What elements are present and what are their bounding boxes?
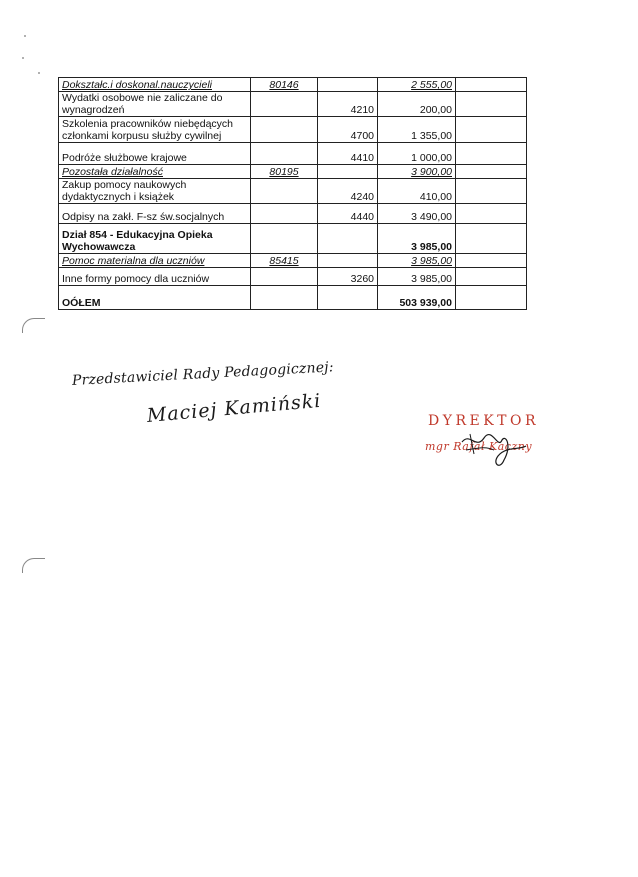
- row-section: 85415: [251, 254, 318, 268]
- table-row: [59, 268, 527, 286]
- row-paragraph: 4410: [318, 143, 378, 165]
- row-paragraph: [318, 286, 378, 310]
- table-row: [59, 224, 527, 254]
- row-section: [251, 224, 318, 254]
- row-paragraph: 4210: [318, 92, 378, 117]
- row-section: [251, 117, 318, 143]
- row-paragraph: [318, 165, 378, 179]
- row-paragraph: [318, 254, 378, 268]
- table-row: [59, 165, 527, 179]
- row-name: Podróże służbowe krajowe: [59, 143, 251, 165]
- row-section: [251, 268, 318, 286]
- row-blank: [456, 286, 527, 310]
- row-blank: [456, 268, 527, 286]
- row-amount: 2 555,00: [378, 78, 456, 92]
- row-section: [251, 179, 318, 204]
- row-amount: 200,00: [378, 92, 456, 117]
- director-stamp-title: DYREKTOR: [428, 413, 540, 429]
- row-amount: 410,00: [378, 179, 456, 204]
- row-blank: [456, 143, 527, 165]
- row-section: 80146: [251, 78, 318, 92]
- row-paragraph: [318, 224, 378, 254]
- row-amount: 3 490,00: [378, 204, 456, 224]
- budget-table: [58, 77, 527, 310]
- row-name: Wydatki osobowe nie zaliczane do wynagrodzeń: [59, 92, 251, 117]
- row-name: Odpisy na zakł. F-sz św.socjalnych: [59, 204, 251, 224]
- row-amount: 3 985,00: [378, 224, 456, 254]
- row-name: Zakup pomocy naukowych dydaktycznych i książek: [59, 179, 251, 204]
- row-name: Dokształc.i doskonal.nauczycieli: [59, 78, 251, 92]
- row-name: Inne formy pomocy dla uczniów: [59, 268, 251, 286]
- table-row: [59, 179, 527, 204]
- row-amount: 1 000,00: [378, 143, 456, 165]
- row-amount: 3 985,00: [378, 254, 456, 268]
- table-row: [59, 204, 527, 224]
- table-row: [59, 254, 527, 268]
- row-section: [251, 92, 318, 117]
- row-section: [251, 204, 318, 224]
- scan-speck: [22, 57, 24, 59]
- representative-signature: Maciej Kamiński: [146, 389, 323, 427]
- table-row: [59, 286, 527, 310]
- director-signature-icon: [440, 420, 530, 480]
- row-paragraph: 3260: [318, 268, 378, 286]
- row-section: 80195: [251, 165, 318, 179]
- row-amount: 3 900,00: [378, 165, 456, 179]
- row-amount: 1 355,00: [378, 117, 456, 143]
- table-row: [59, 143, 527, 165]
- row-name: OÓŁEM: [59, 286, 251, 310]
- row-amount: 3 985,00: [378, 268, 456, 286]
- row-section: [251, 286, 318, 310]
- representative-title: Przedstawiciel Rady Pedagogicznej:: [71, 359, 335, 389]
- row-paragraph: 4240: [318, 179, 378, 204]
- scan-speck: [24, 35, 26, 37]
- row-paragraph: 4700: [318, 117, 378, 143]
- row-blank: [456, 78, 527, 92]
- row-blank: [456, 92, 527, 117]
- punch-hole-mark: [22, 558, 45, 573]
- scan-speck: [38, 72, 40, 74]
- table-row: [59, 117, 527, 143]
- row-amount: 503 939,00: [378, 286, 456, 310]
- row-name: Pozostała działalność: [59, 165, 251, 179]
- row-paragraph: 4440: [318, 204, 378, 224]
- table-row: [59, 92, 527, 117]
- row-blank: [456, 117, 527, 143]
- row-name: Dział 854 - Edukacyjna Opieka Wychowawcza: [59, 224, 251, 254]
- row-paragraph: [318, 78, 378, 92]
- row-blank: [456, 224, 527, 254]
- row-name: Szkolenia pracowników niebędących członkami korpusu służby cywilnej: [59, 117, 251, 143]
- director-stamp-name: mgr Rafał Kaczny: [425, 440, 533, 453]
- row-blank: [456, 165, 527, 179]
- table-row: [59, 78, 527, 92]
- punch-hole-mark: [22, 318, 45, 333]
- row-blank: [456, 204, 527, 224]
- row-section: [251, 143, 318, 165]
- row-name: Pomoc materialna dla uczniów: [59, 254, 251, 268]
- row-blank: [456, 179, 527, 204]
- row-blank: [456, 254, 527, 268]
